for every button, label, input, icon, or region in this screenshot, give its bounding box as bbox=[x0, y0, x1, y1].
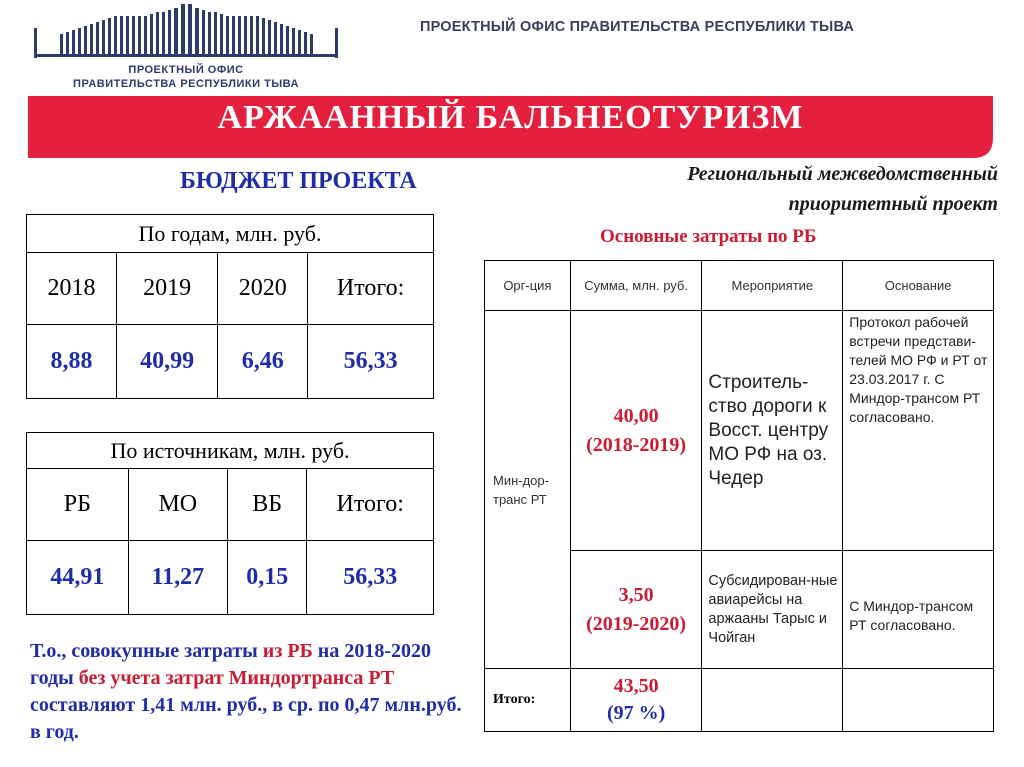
summary-part: составляют 1,41 млн. руб., в ср. по 0,47 млн.руб. в год. bbox=[30, 694, 462, 743]
source-cell: МО bbox=[128, 469, 227, 541]
budget-title: БЮДЖЕТ ПРОЕКТА bbox=[180, 168, 417, 194]
sources-table-header: По источникам, млн. руб. bbox=[27, 433, 434, 469]
year-value-cell: 6,46 bbox=[218, 325, 308, 399]
summary-part: на 2018-2020 годы bbox=[30, 640, 431, 689]
budget-by-years-table bbox=[26, 214, 434, 399]
total-value-cell: 56,33 bbox=[308, 325, 434, 399]
total-label-cell: Итого: bbox=[307, 469, 434, 541]
activity-cell: Субсидирован-ные авиарейсы на аржааны Тарыс и Чойган bbox=[702, 551, 843, 669]
source-value-cell: 44,91 bbox=[27, 541, 129, 615]
year-cell: 2018 bbox=[27, 253, 117, 325]
amount-period: (2018-2019) bbox=[586, 433, 687, 456]
subtitle-line1: Региональный межведомственный bbox=[687, 163, 998, 185]
year-value-cell: 8,88 bbox=[27, 325, 117, 399]
empty-cell bbox=[843, 669, 994, 732]
banner-title: АРЖААННЫЙ БАЛЬНЕОТУРИЗМ bbox=[217, 99, 804, 136]
basis-cell: С Миндор-трансом РТ согласовано. bbox=[843, 551, 994, 669]
activity-cell: Строитель-ство дороги к Восст. центру МО РФ на оз. Чедер bbox=[702, 311, 843, 551]
amount-cell bbox=[570, 311, 702, 551]
project-subtitle bbox=[687, 159, 998, 219]
header-activity: Мероприятие bbox=[702, 261, 843, 311]
source-cell: ВБ bbox=[227, 469, 307, 541]
source-value-cell: 0,15 bbox=[227, 541, 307, 615]
logo-text-line2: ПРАВИТЕЛЬСТВА РЕСПУБЛИКИ ТЫВА bbox=[73, 78, 299, 90]
summary-part: Т.о., совокупные затраты bbox=[30, 640, 263, 662]
years-table-header: По годам, млн. руб. bbox=[27, 215, 434, 253]
subtitle-line2: приоритетный проект bbox=[788, 193, 998, 215]
year-value-cell: 40,99 bbox=[117, 325, 218, 399]
total-label-cell: Итого: bbox=[308, 253, 434, 325]
basis-cell: Протокол рабочей встречи представи-телей МО РФ и РТ от 23.03.2017 г. С Миндор-трансом РТ согласовано. bbox=[843, 311, 994, 551]
logo-text-line1: ПРОЕКТНЫЙ ОФИС bbox=[128, 64, 244, 76]
amount-period: (2019-2020) bbox=[586, 612, 687, 635]
amount-value: 40,00 bbox=[613, 404, 659, 427]
header-sum: Сумма, млн. руб. bbox=[570, 261, 702, 311]
total-label: Итого: bbox=[485, 669, 571, 732]
budget-summary bbox=[30, 638, 470, 746]
total-amount: 43,50 bbox=[613, 675, 659, 697]
table-row bbox=[485, 311, 994, 551]
year-cell: 2019 bbox=[117, 253, 218, 325]
total-value-cell: 56,33 bbox=[307, 541, 434, 615]
source-value-cell: 11,27 bbox=[128, 541, 227, 615]
org-cell: Мин-дор-транс РТ bbox=[485, 311, 571, 669]
total-percent: (97 %) bbox=[606, 702, 666, 724]
empty-cell bbox=[702, 669, 843, 732]
header-basis: Основание bbox=[843, 261, 994, 311]
amount-cell bbox=[570, 551, 702, 669]
summary-highlight: из РБ bbox=[262, 640, 313, 662]
total-amount-cell bbox=[570, 669, 702, 732]
header-org-title: ПРОЕКТНЫЙ ОФИС ПРАВИТЕЛЬСТВА РЕСПУБЛИКИ ТЫВА bbox=[420, 19, 855, 35]
total-row bbox=[485, 669, 994, 732]
header-org: Орг-ция bbox=[485, 261, 571, 311]
costs-title: Основные затраты по РБ bbox=[600, 226, 817, 247]
logo bbox=[30, 4, 342, 94]
source-cell: РБ bbox=[27, 469, 129, 541]
building-logo-icon bbox=[30, 4, 342, 64]
year-cell: 2020 bbox=[218, 253, 308, 325]
amount-value: 3,50 bbox=[618, 583, 654, 606]
budget-by-sources-table bbox=[26, 432, 434, 615]
costs-table bbox=[484, 260, 994, 732]
summary-highlight: без учета затрат Миндортранса РТ bbox=[78, 667, 395, 689]
title-banner bbox=[28, 96, 993, 158]
